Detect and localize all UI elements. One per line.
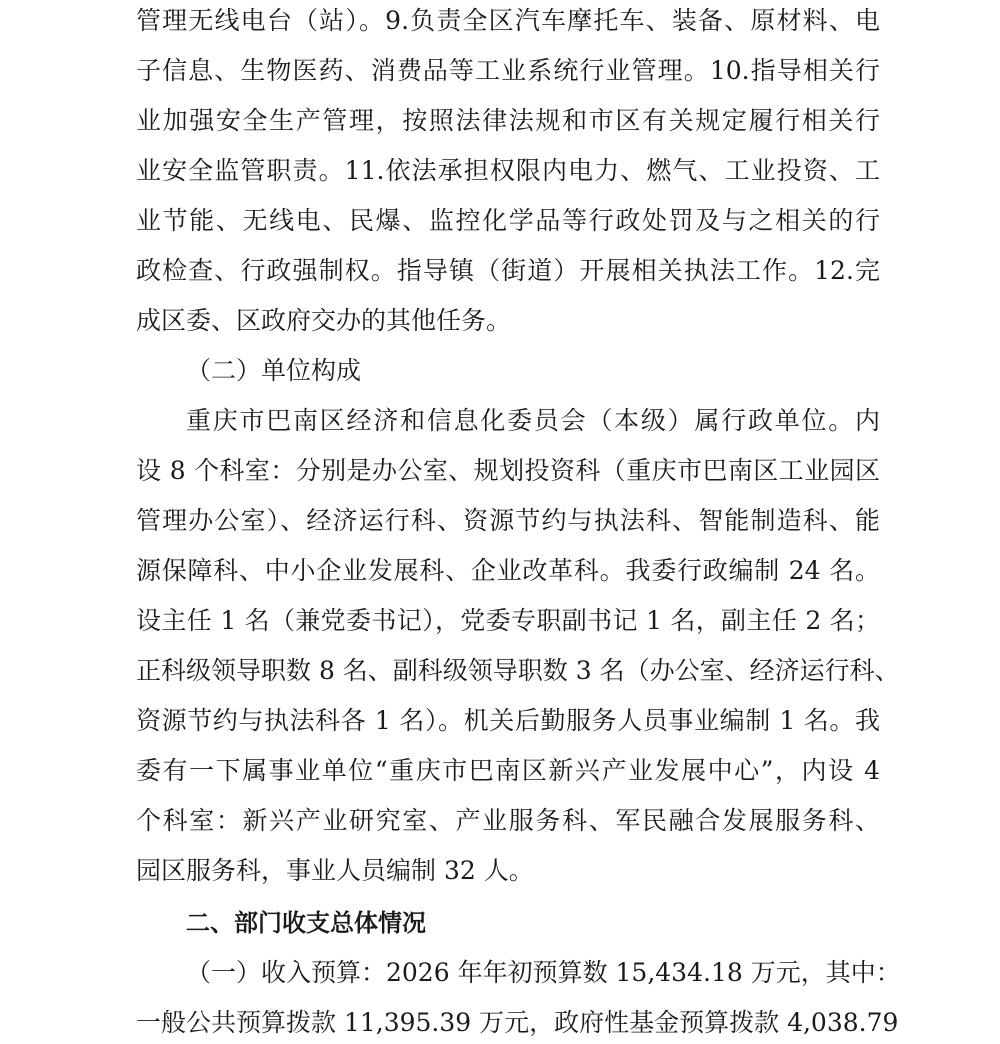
paragraph-line: 园区服务科，事业人员编制 32 人。 (136, 856, 534, 885)
paragraph-line: 业安全监管职责。11.依法承担权限内电力、燃气、工业投资、工 (136, 156, 880, 185)
paragraph-line: 委有一下属事业单位“重庆市巴南区新兴产业发展中心”，内设 4 (136, 756, 880, 785)
paragraph-line: 管理无线电台（站）。9.负责全区汽车摩托车、装备、原材料、电 (136, 6, 880, 35)
paragraph-line: 业加强安全生产管理，按照法律法规和市区有关规定履行相关行 (136, 106, 880, 135)
paragraph-line: 子信息、生物医药、消费品等工业系统行业管理。10.指导相关行 (136, 56, 880, 85)
paragraph-line: 业节能、无线电、民爆、监控化学品等行政处罚及与之相关的行 (136, 206, 880, 235)
paragraph-line: 管理办公室）、经济运行科、资源节约与执法科、智能制造科、能 (136, 506, 880, 535)
paragraph-line: 成区委、区政府交办的其他任务。 (136, 306, 512, 335)
paragraph-line: 政检查、行政强制权。指导镇（街道）开展相关执法工作。12.完 (136, 256, 880, 285)
paragraph-line: 资源节约与执法科各 1 名）。机关后勤服务人员事业编制 1 名。我 (136, 706, 880, 735)
paragraph-line: 重庆市巴南区经济和信息化委员会（本级）属行政单位。内 (186, 406, 880, 435)
paragraph-line: 正科级领导职数 8 名、副科级领导职数 3 名（办公室、经济运行科、 (136, 656, 900, 685)
paragraph-line: 源保障科、中小企业发展科、企业改革科。我委行政编制 24 名。 (136, 556, 880, 585)
section-subheading: （二）单位构成 (186, 356, 362, 385)
paragraph-line: 设主任 1 名（兼党委书记），党委专职副书记 1 名，副主任 2 名； (136, 606, 880, 635)
paragraph-line: （一）收入预算：2026 年年初预算数 15,434.18 万元，其中： (186, 958, 901, 987)
paragraph-line: 一般公共预算拨款 11,395.39 万元，政府性基金预算拨款 4,038.79 (136, 1008, 899, 1037)
section-heading: 二、部门收支总体情况 (186, 909, 426, 937)
paragraph-line: 设 8 个科室：分别是办公室、规划投资科（重庆市巴南区工业园区 (136, 456, 880, 485)
paragraph-line: 个科室：新兴产业研究室、产业服务科、军民融合发展服务科、 (136, 806, 880, 835)
